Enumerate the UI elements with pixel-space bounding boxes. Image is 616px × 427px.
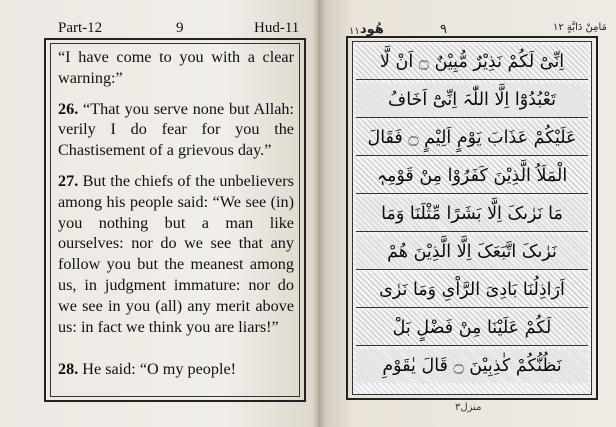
translation-paragraph: [58, 47, 294, 89]
arabic-line: نَظُنُّکُمْ کٰذِبِیْنَ ۝ قَالَ یٰقَوْمِ: [356, 349, 588, 383]
verse-text: But the chiefs of the unbelievers among his people said: “We see (in) you nothing but a man like ourselves: nor do we see that any follow you but the meanest among us, in judgment immature: nor do we see in you (all) any merit above us: in fact we think you are liars!”: [58, 171, 294, 336]
arabic-page-number: ٩: [440, 22, 447, 37]
arabic-surah-name: هُود: [360, 22, 384, 37]
verse-number: 26.: [58, 99, 79, 118]
arabic-line: مَا نَرٰىکَ اِلَّا بَشَرًا مِّثْلَنَا وَمَا: [356, 197, 588, 232]
page-number: 9: [176, 20, 184, 36]
part-label: Part-12: [58, 20, 103, 36]
verse-text: “I have come to you with a clear warning:”: [58, 48, 294, 87]
translation-paragraph: [58, 171, 294, 337]
arabic-line: اِنِّیْ لَکُمْ نَذِیْرٌ مُّبِیْنٌ ۝ اَنْ لَّا: [356, 45, 588, 80]
verse-text: “That you serve none but Allah: verily I do fear for you the Chastisement of a grievous day.”: [58, 99, 294, 160]
arabic-surah-number: ١١: [349, 26, 360, 37]
arabic-line: الْمَلَاُ الَّذِیْنَ کَفَرُوْا مِنْ قَوْمِہٖ: [356, 159, 588, 194]
arabic-line: تَعْبُدُوْٓا اِلَّا اللّٰہَ اِنِّیْٓ اَخَافُ: [356, 83, 588, 118]
arabic-line: عَلَیْکُمْ عَذَابَ یَوْمٍ اَلِیْمٍ ۝ فَقَالَ: [356, 121, 588, 156]
english-translation: [58, 47, 294, 390]
translation-paragraph: [58, 359, 294, 380]
translation-paragraph: [58, 99, 294, 161]
book-gutter: [312, 0, 326, 427]
verse-number: 27.: [58, 171, 79, 190]
verse-number: 28.: [58, 360, 79, 379]
corner-heading: مَامِنْ دَابَّةٍ ١٢: [553, 22, 607, 33]
arabic-line: لَکُمْ عَلَیْنَا مِنْ فَضْلٍ بَلْ: [356, 311, 588, 346]
arabic-line: اَرَاذِلُنَا بَادِیَ الرَّاْیِ وَمَا نَرٰی: [356, 273, 588, 308]
verse-text: He said: “O my people!: [82, 360, 237, 379]
manzil-footer: منزل٣: [455, 402, 482, 413]
surah-label: Hud-11: [254, 20, 300, 36]
arabic-line: نَرٰىکَ اتَّبَعَکَ اِلَّا الَّذِیْنَ ھُمْ: [356, 235, 588, 270]
